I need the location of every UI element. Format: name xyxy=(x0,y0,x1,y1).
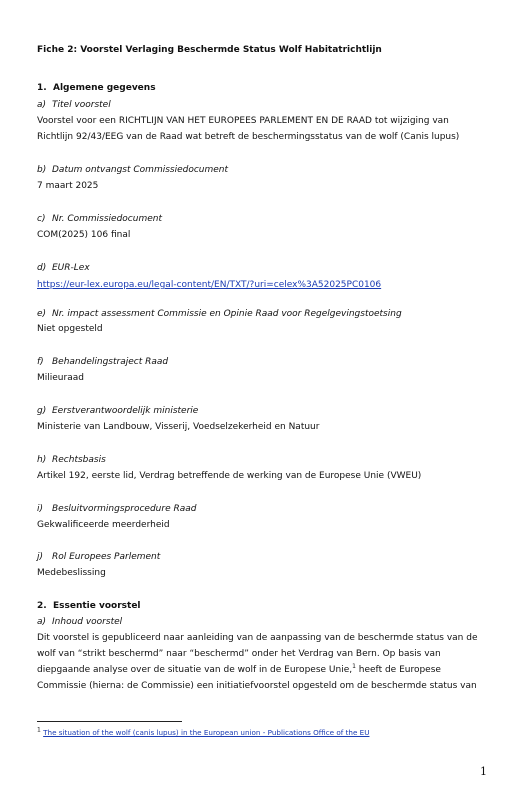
label-j-parlement xyxy=(37,551,160,563)
label-text: Datum ontvangst Commissiedocument xyxy=(52,165,229,175)
traject-value: Milieuraad xyxy=(37,373,84,383)
section-1-title: Algemene gegevens xyxy=(53,83,156,93)
section-1-number: 1. xyxy=(37,83,47,93)
label-letter: c) xyxy=(37,214,46,224)
label-letter: d) xyxy=(37,263,47,273)
footnote xyxy=(37,728,369,738)
parlement-value: Medebeslissing xyxy=(37,568,106,578)
procedure-value: Gekwalificeerde meerderheid xyxy=(37,520,170,530)
titel-line-2: Richtlijn 92/43/EEG van de Raad wat betreft de beschermingsstatus van de wolf (Canis lupus) xyxy=(37,132,460,142)
rechtsbasis-value: Artikel 192, eerste lid, Verdrag betreffende de werking van de Europese Unie (VWEU) xyxy=(37,471,422,481)
label-text: Inhoud voorstel xyxy=(52,617,123,627)
label-text: Titel voorstel xyxy=(52,100,111,110)
label-text: Rol Europees Parlement xyxy=(52,552,161,562)
inhoud-line-3-text: diepgaande analyse over de situatie van de wolf in de Europese Unie, xyxy=(37,665,353,675)
footnote-marker: 1 xyxy=(37,726,41,734)
label-d-eurlex xyxy=(37,262,90,274)
inhoud-line-4: Commissie (hierna: de Commissie) een initiatiefvoorstel opgesteld om de beschermde status van xyxy=(37,681,477,691)
eurlex-link-row xyxy=(37,279,381,291)
label-letter: g) xyxy=(37,406,47,416)
inhoud-line-1: Dit voorstel is gepubliceerd naar aanleiding van de aanpassing van de beschermde status van de xyxy=(37,633,478,643)
footnote-reference[interactable]: 1 xyxy=(352,663,356,670)
label-letter: b) xyxy=(37,165,47,175)
section-1-heading xyxy=(37,82,156,94)
commissiedocument-value: COM(2025) 106 final xyxy=(37,230,131,240)
label-letter: a) xyxy=(37,617,47,627)
footnote-separator xyxy=(37,721,182,722)
inhoud-line-3 xyxy=(37,664,441,676)
label-letter: j) xyxy=(37,552,44,562)
label-letter: i) xyxy=(37,504,44,514)
label-c-nr xyxy=(37,213,162,225)
label-text: Besluitvormingsprocedure Raad xyxy=(52,504,197,514)
label-text: Rechtsbasis xyxy=(52,455,106,465)
label-text: Nr. impact assessment Commissie en Opinie Raad voor Regelgevingstoetsing xyxy=(52,309,402,319)
label-a-titel xyxy=(37,99,111,111)
section-2-number: 2. xyxy=(37,601,47,611)
impact-value: Niet opgesteld xyxy=(37,324,103,334)
inhoud-line-2: wolf van “strikt beschermd” naar “beschermd” onder het Verdrag van Bern. Op basis van xyxy=(37,649,441,659)
section-2-title: Essentie voorstel xyxy=(53,601,141,611)
label-text: Behandelingstraject Raad xyxy=(52,357,169,367)
inhoud-line-3-tail: heeft de Europese xyxy=(355,665,441,675)
label-text: EUR-Lex xyxy=(52,263,90,273)
label-g-ministerie xyxy=(37,405,198,417)
footnote-link[interactable]: The situation of the wolf (canis lupus) in the European union - Publications Office of the EU xyxy=(43,728,370,737)
label-letter: e) xyxy=(37,309,47,319)
datum-value: 7 maart 2025 xyxy=(37,181,99,191)
ministerie-value: Ministerie van Landbouw, Visserij, Voedselzekerheid en Natuur xyxy=(37,422,320,432)
fiche-title: Fiche 2: Voorstel Verlaging Beschermde Status Wolf Habitatrichtlijn xyxy=(37,45,382,55)
label-b-datum xyxy=(37,164,228,176)
label-text: Nr. Commissiedocument xyxy=(52,214,162,224)
eurlex-link[interactable]: https://eur-lex.europa.eu/legal-content/EN/TXT/?uri=celex%3A52025PC0106 xyxy=(37,280,382,290)
label-f-traject xyxy=(37,356,168,368)
label-i-procedure xyxy=(37,503,196,515)
section-2-heading xyxy=(37,600,141,612)
label-e-impact xyxy=(37,308,402,320)
titel-line-1: Voorstel voor een RICHTLIJN VAN HET EUROPEES PARLEMENT EN DE RAAD tot wijziging van xyxy=(37,116,449,126)
label-letter: f) xyxy=(37,357,44,367)
label-letter: a) xyxy=(37,100,47,110)
label-letter: h) xyxy=(37,455,47,465)
label-h-rechtsbasis xyxy=(37,454,106,466)
page-number: 1 xyxy=(480,765,487,778)
label-a-inhoud xyxy=(37,616,122,628)
label-text: Eerstverantwoordelijk ministerie xyxy=(52,406,199,416)
